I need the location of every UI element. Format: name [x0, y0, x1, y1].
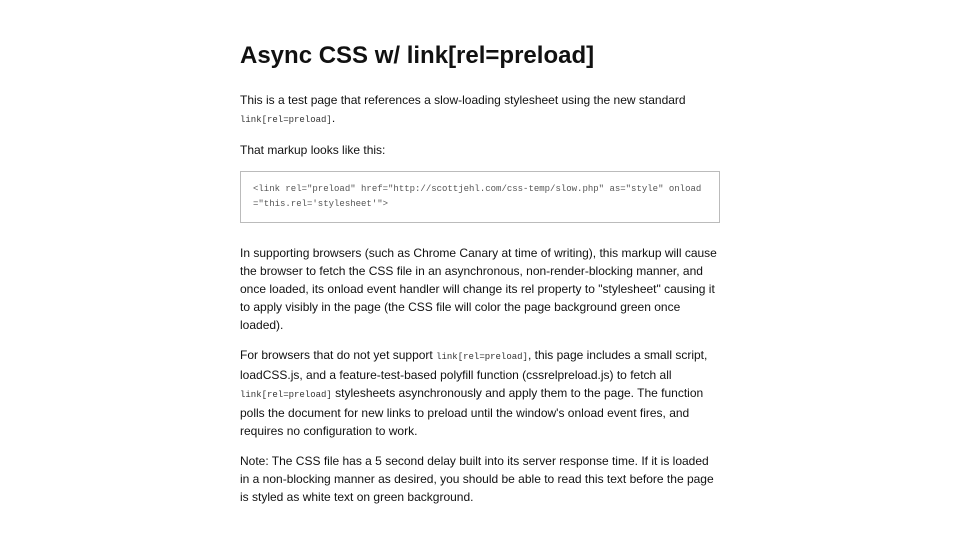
fallback-middle: , this page includes a small script, loadCSS.js, and a feature-test-based polyfill function (cssrelpreload.js) to fetch all: [240, 348, 708, 382]
article: [240, 0, 720, 506]
fallback-code-2: link[rel=preload]: [240, 390, 332, 400]
supporting-paragraph: In supporting browsers (such as Chrome Canary at time of writing), this markup will cause the browser to fetch the CSS file in an asynchronous, non-render-blocking manner, and once loaded, its onload event handler will change its rel property to "stylesheet" causing it to apply visibly in the page (the CSS file will color the page background green once loaded).: [240, 246, 717, 332]
page-title: Async CSS w/ link[rel=preload]: [240, 42, 595, 69]
note-paragraph: Note: The CSS file has a 5 second delay built into its server response time. If it is loaded in a non-blocking manner as desired, you should be able to read this text before the page is styled as white text on green background.: [240, 454, 714, 504]
fallback-paragraph: [240, 346, 720, 440]
intro-code: link[rel=preload]: [240, 115, 332, 125]
markup-intro-paragraph: That markup looks like this:: [240, 143, 386, 157]
intro-text: This is a test page that references a slow-loading stylesheet using the new standard: [240, 93, 686, 107]
intro-paragraph: [240, 91, 720, 129]
fallback-before: For browsers that do not yet support: [240, 348, 437, 362]
fallback-after: stylesheets asynchronously and apply them to the page. The function polls the document for new links to preload until the window's onload event fires, and requires no configuration to work.: [240, 386, 704, 438]
code-sample-block: <link rel="preload" href="http://scottjehl.com/css-temp/slow.php" as="style" onload="this.rel='stylesheet'">: [240, 171, 720, 223]
intro-end: .: [331, 111, 336, 125]
fallback-code-1: link[rel=preload]: [436, 352, 528, 362]
